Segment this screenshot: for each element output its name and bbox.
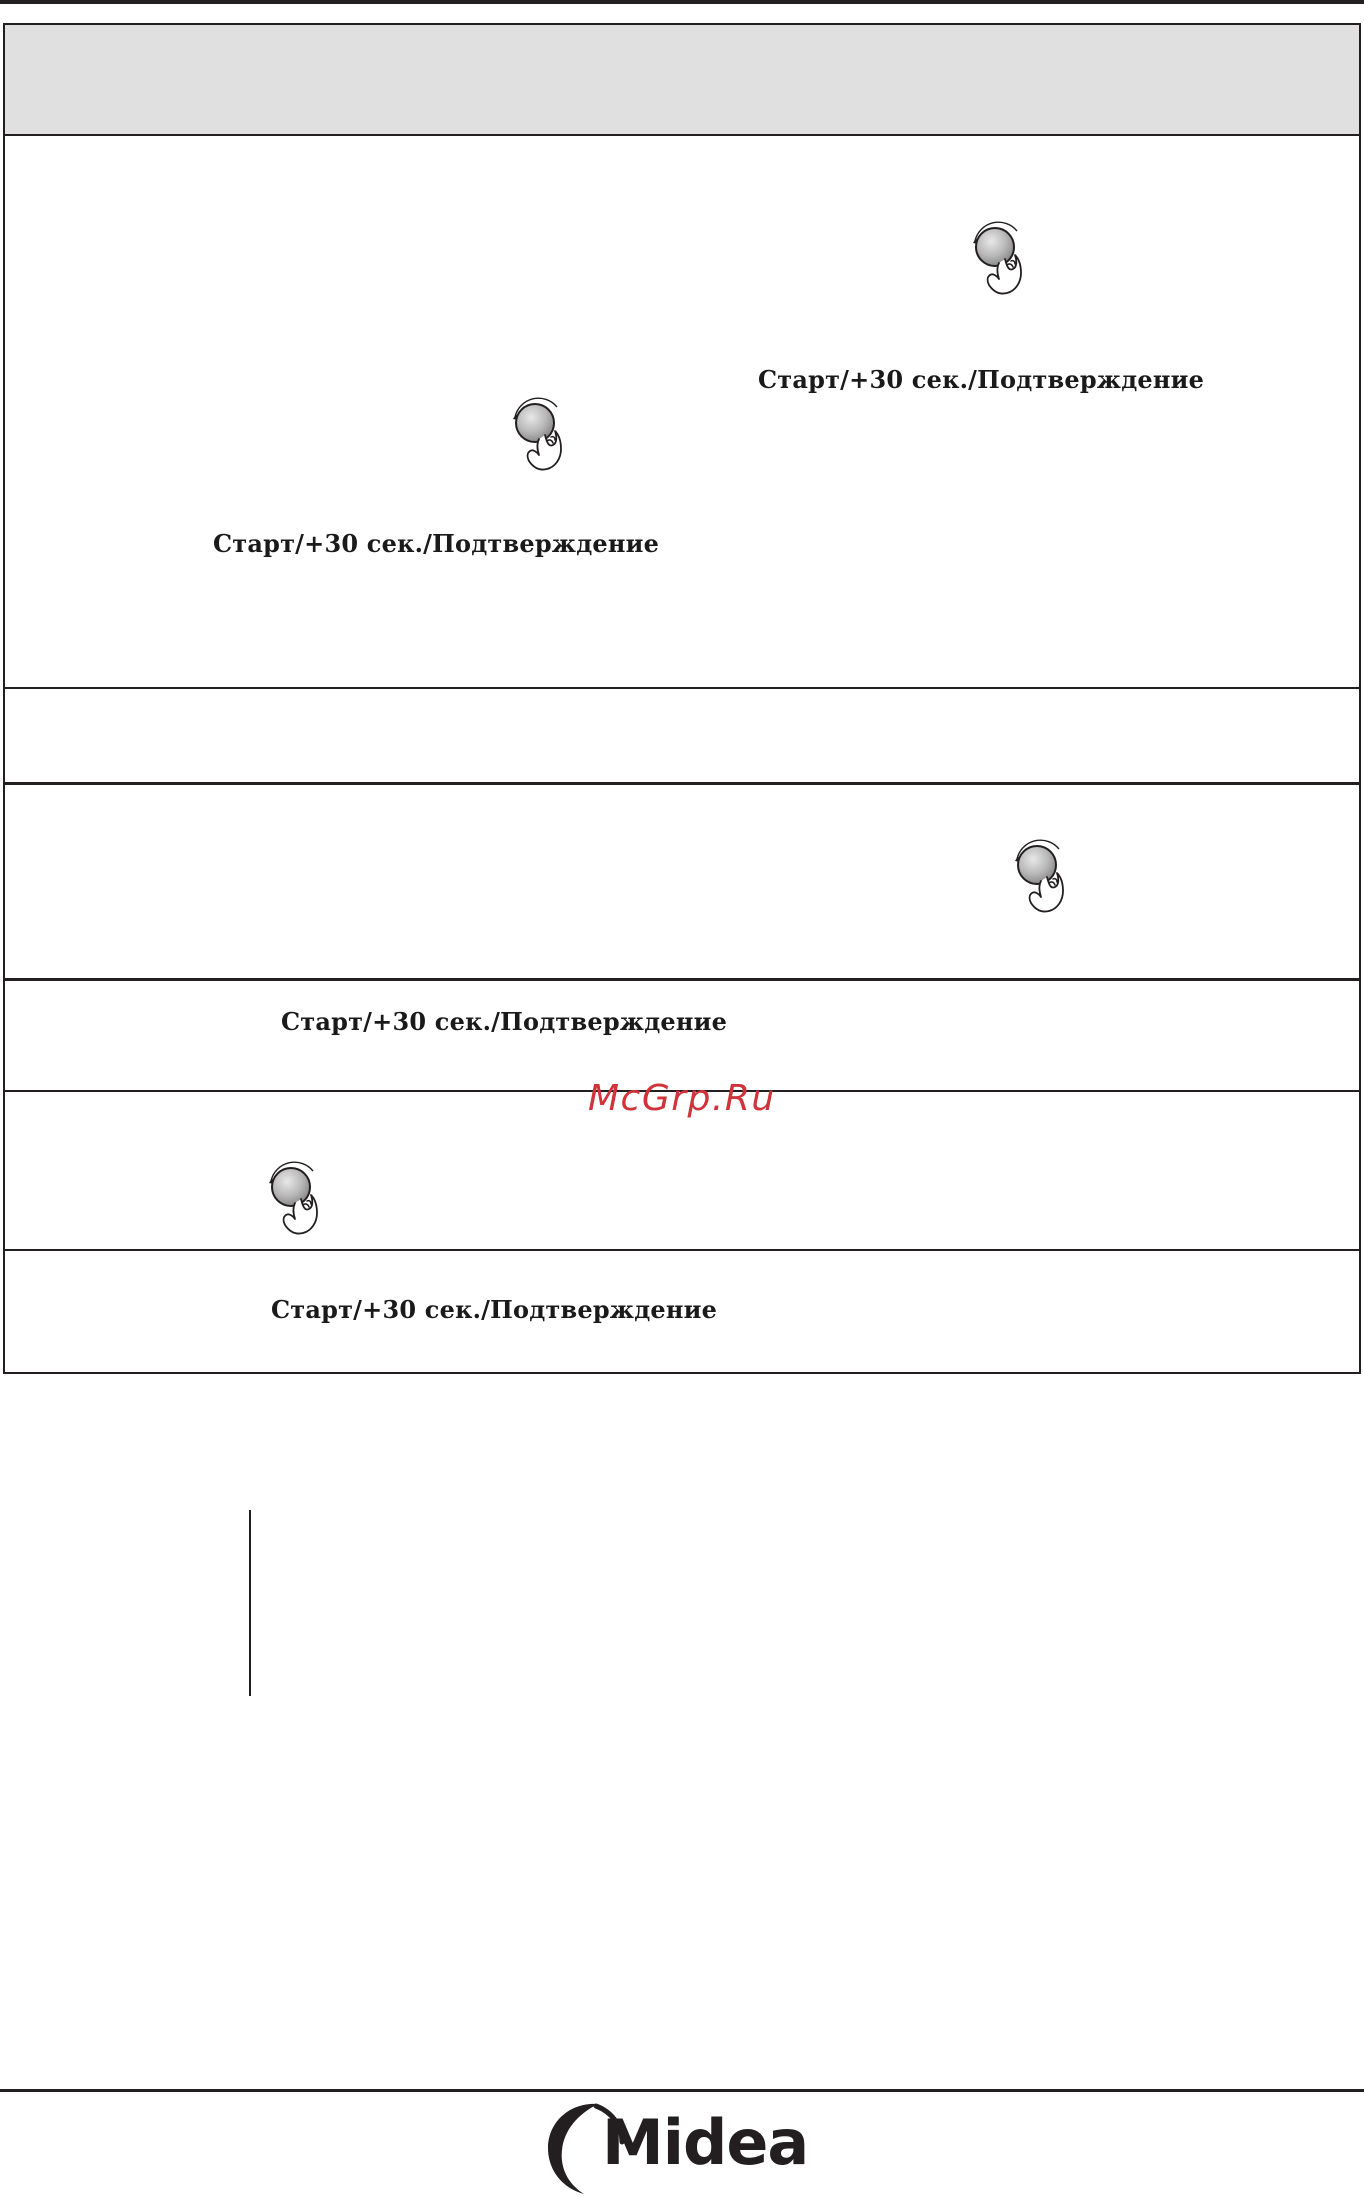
start-confirm-label: Старт/+30 сек./Подтверждение	[281, 1007, 728, 1036]
table-header	[5, 25, 1359, 136]
dial-knob-hand-icon	[967, 219, 1029, 299]
dial-knob-hand-icon	[263, 1159, 325, 1239]
brand-name: Midea	[602, 2106, 809, 2179]
row-divider	[5, 782, 1359, 785]
instruction-table	[3, 23, 1361, 1374]
row-divider	[5, 978, 1359, 981]
dial-knob-hand-icon	[507, 395, 569, 475]
bottom-rule	[0, 2089, 1364, 2092]
start-confirm-label: Старт/+30 сек./Подтверждение	[271, 1295, 718, 1324]
top-rule	[0, 0, 1364, 4]
dial-knob-hand-icon	[1009, 837, 1071, 917]
row-divider	[5, 687, 1359, 689]
brand-logo	[540, 2096, 809, 2196]
watermark-text: McGrp.Ru	[588, 1078, 776, 1119]
row-divider	[5, 1249, 1359, 1251]
start-confirm-label: Старт/+30 сек./Подтверждение	[758, 365, 1205, 394]
start-confirm-label: Старт/+30 сек./Подтверждение	[213, 529, 660, 558]
vertical-rule	[249, 1510, 251, 1696]
